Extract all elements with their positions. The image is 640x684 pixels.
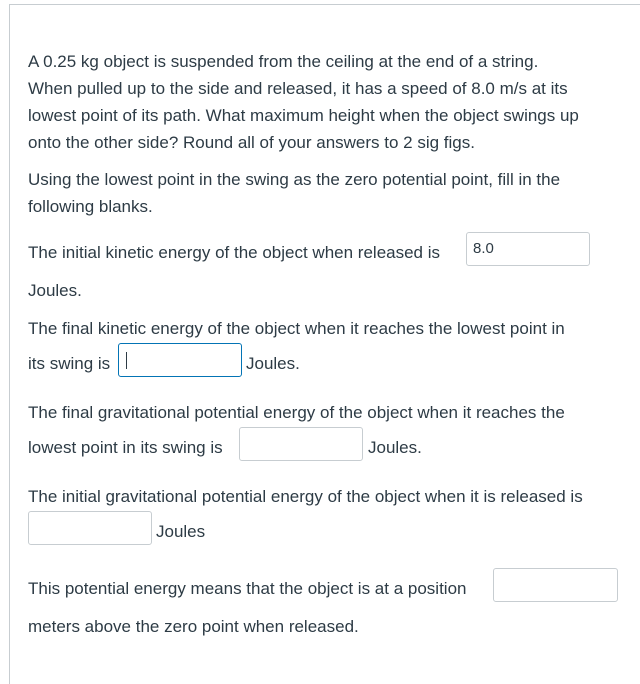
- q5-text-before: This potential energy means that the object is at a position: [28, 579, 467, 598]
- instruction-line-2: following blanks.: [28, 197, 153, 216]
- intro-line-4: onto the other side? Round all of your answers to 2 sig figs.: [28, 133, 475, 152]
- q5-text-after: meters above the zero point when released.: [28, 617, 359, 636]
- q2-text-line-1: The final kinetic energy of the object when it reaches the lowest point in: [28, 319, 565, 338]
- q1-answer-input[interactable]: 8.0: [466, 232, 590, 266]
- q4-unit: Joules: [156, 522, 206, 541]
- instruction-line-1: Using the lowest point in the swing as the zero potential point, fill in the: [28, 170, 561, 189]
- q2-unit: Joules.: [246, 354, 300, 373]
- q3-unit: Joules.: [368, 438, 422, 457]
- intro-line-2: When pulled up to the side and released, it has a speed of 8.0 m/s at its: [28, 79, 568, 98]
- q3-answer-input[interactable]: [239, 427, 363, 461]
- q1-unit: Joules.: [28, 281, 82, 300]
- text-caret: [126, 352, 127, 369]
- q5-answer-input[interactable]: [493, 568, 618, 602]
- q3-text-line-1: The final gravitational potential energy of the object when it reaches the: [28, 403, 565, 422]
- q3-text-before: lowest point in its swing is: [28, 438, 223, 457]
- q2-answer-input[interactable]: [118, 343, 242, 377]
- intro-line-3: lowest point of its path. What maximum height when the object swings up: [28, 106, 579, 125]
- intro-line-1: A 0.25 kg object is suspended from the ceiling at the end of a string.: [28, 52, 539, 71]
- q1-text: The initial kinetic energy of the object when released is: [28, 243, 441, 262]
- q2-text-before: its swing is: [28, 354, 111, 373]
- q4-answer-input[interactable]: [28, 511, 152, 545]
- q4-text-line-1: The initial gravitational potential energy of the object when it is released is: [28, 487, 583, 506]
